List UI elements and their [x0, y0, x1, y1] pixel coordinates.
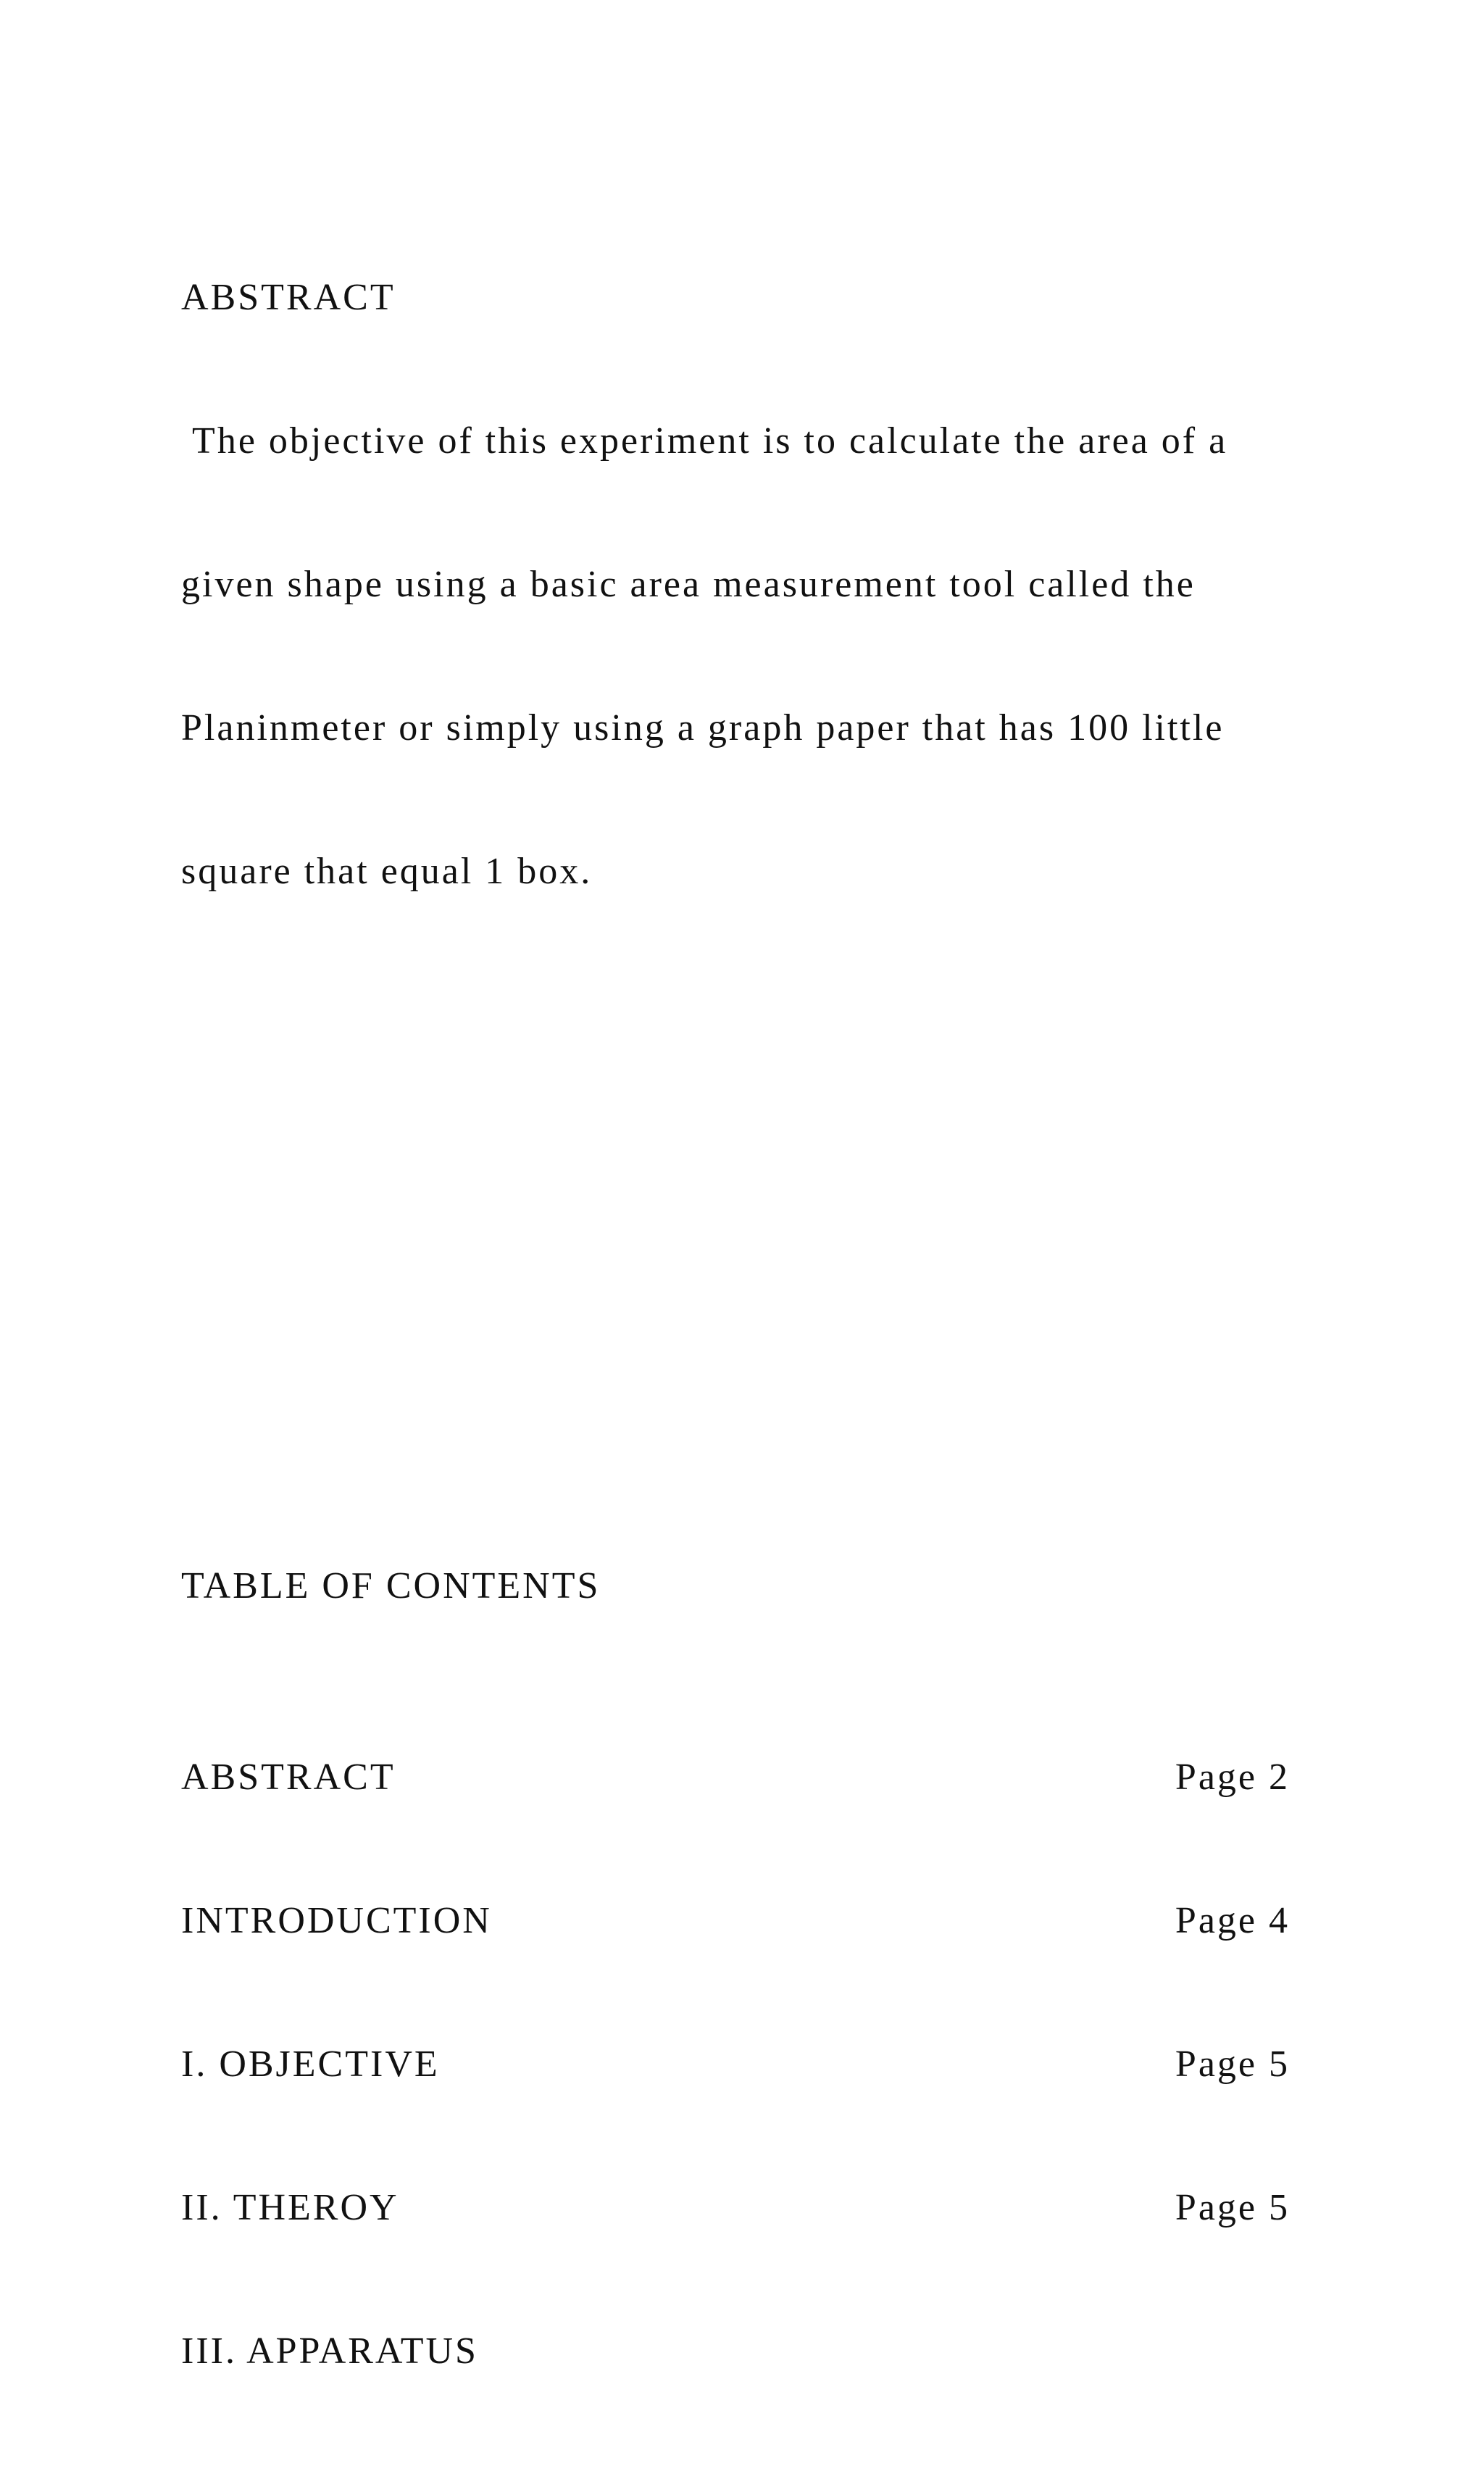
toc-entry-objective [181, 2041, 1290, 2088]
toc-entry-introduction [181, 1897, 1290, 1945]
toc-entry-title: III. APPARATUS [181, 2330, 478, 2372]
toc-entry-page: Page 2 [1175, 1757, 1290, 1798]
toc-entry-title: II. THEROY [181, 2187, 399, 2228]
toc-entry-abstract [181, 1754, 1290, 1801]
abstract-line: Planinmeter or simply using a graph paper that has 100 little [181, 707, 1225, 749]
abstract-line: The objective of this experiment is to calculate the area of a [181, 420, 1228, 462]
abstract-heading: ABSTRACT [181, 277, 396, 318]
abstract-body [181, 322, 1312, 991]
toc-entry-theroy [181, 2184, 1290, 2232]
toc-entry-title: INTRODUCTION [181, 1900, 492, 1941]
toc-entry-page: Page 5 [1175, 2187, 1290, 2228]
toc-entry-page: Page 5 [1175, 2043, 1290, 2085]
table-of-contents [181, 1658, 1290, 2471]
toc-entry-page: Page 4 [1175, 1900, 1290, 1941]
toc-heading: TABLE OF CONTENTS [181, 1565, 601, 1607]
abstract-line: square that equal 1 box. [181, 851, 593, 892]
toc-entry-title: ABSTRACT [181, 1757, 396, 1798]
abstract-line: given shape using a basic area measurement tool called the [181, 564, 1196, 605]
toc-entry-apparatus [181, 2328, 1290, 2375]
toc-entry-title: I. OBJECTIVE [181, 2043, 440, 2085]
